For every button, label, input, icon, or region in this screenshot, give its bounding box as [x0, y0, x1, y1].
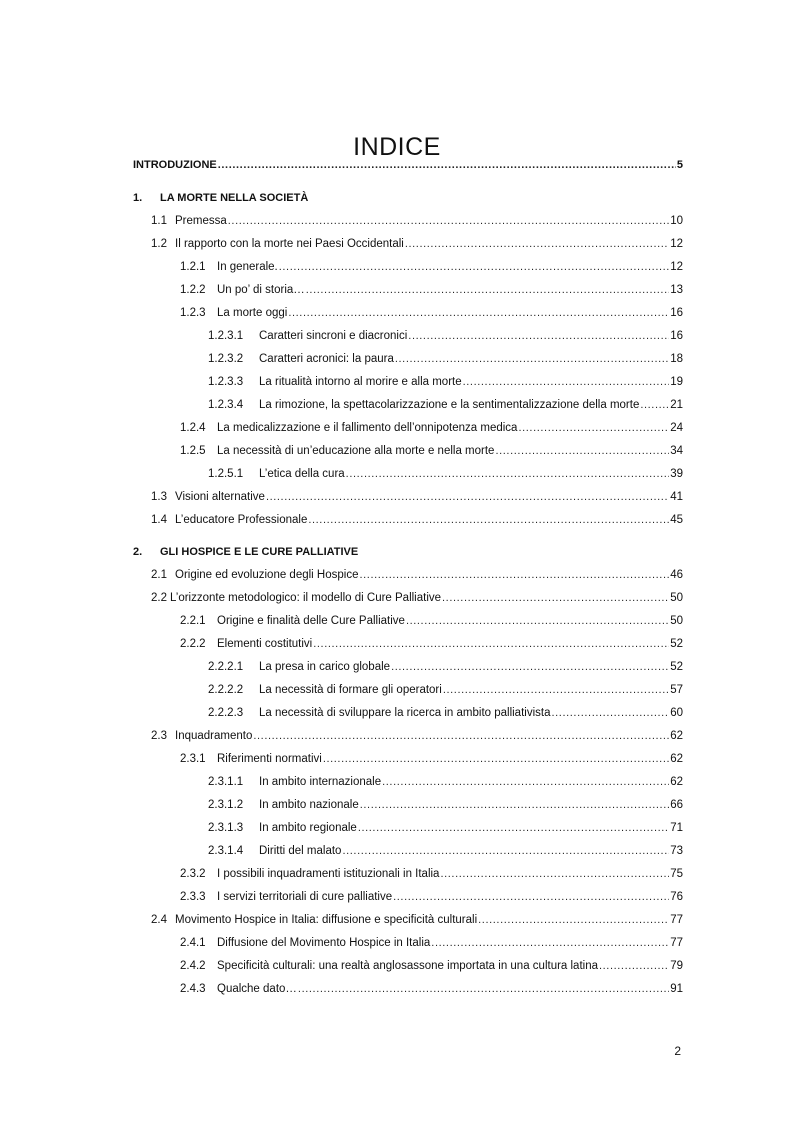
toc-entry-number: 1.3: [151, 491, 167, 503]
dot-leader: [551, 706, 669, 720]
toc-entry-number: 2.4.3: [180, 983, 206, 995]
toc-entry-number: 1.2.3.2: [208, 353, 244, 365]
toc-entry-number: 1.2.4: [180, 422, 206, 434]
toc-entry-number: 2.3: [151, 730, 167, 742]
toc-entry-label: L’etica della cura: [259, 468, 345, 480]
toc-entry-number: 1.2.1: [180, 261, 206, 273]
toc-entry-label: In generale.: [217, 261, 278, 273]
page-number: 2: [674, 1044, 681, 1058]
toc-entry-number: 2.4: [151, 914, 167, 926]
toc-entry-number: 2.3.2: [180, 868, 206, 880]
toc-entry-page: 75: [670, 868, 683, 880]
toc-entry-page: 79: [670, 960, 683, 972]
dot-leader: [346, 467, 670, 481]
dot-leader: [640, 398, 669, 412]
toc-entry-page: 16: [670, 307, 683, 319]
toc-entry-number: 1.2.3.3: [208, 376, 244, 388]
dot-leader: [495, 444, 669, 458]
dot-leader: [599, 959, 669, 973]
toc-entry-page: 46: [670, 569, 683, 581]
toc-entry-label: La morte oggi: [217, 307, 288, 319]
toc-entry-number: 2.2.2.2: [208, 684, 244, 696]
toc-entry-label: Un po’ di storia…: [217, 284, 305, 296]
toc-entry-page: 76: [670, 891, 683, 903]
toc-entry-label: La medicalizzazione e il fallimento dell’onnipotenza medica: [217, 422, 518, 434]
toc-entry-page: 62: [670, 776, 683, 788]
toc-entry-page: 41: [670, 491, 683, 503]
toc-entry-number: 2.3.1.2: [208, 799, 244, 811]
toc-entry-page: 24: [670, 422, 683, 434]
toc-entry-number: 1.4: [151, 514, 167, 526]
toc-entry[interactable]: [133, 461, 683, 481]
toc-entry[interactable]: [133, 438, 683, 458]
toc-entry-label: Visioni alternative: [175, 491, 265, 503]
toc-entry[interactable]: [133, 976, 683, 996]
toc-entry-page: 13: [670, 284, 683, 296]
toc-entry-page: 18: [670, 353, 683, 365]
dot-leader: [405, 237, 669, 251]
toc-entry-number: 2.2.2.3: [208, 707, 244, 719]
toc-entry[interactable]: [133, 507, 683, 527]
toc-entry-label: In ambito nazionale: [259, 799, 359, 811]
dot-leader: [298, 982, 669, 996]
toc-entry-page: 71: [670, 822, 683, 834]
toc-entry[interactable]: [133, 277, 683, 297]
toc-entry-label: Origine e finalità delle Cure Palliative: [217, 615, 405, 627]
toc-entry-label: Elementi costitutivi: [217, 638, 313, 650]
toc-entry-label: Riferimenti normativi: [217, 753, 322, 765]
toc-entry[interactable]: [133, 792, 683, 812]
dot-leader: [279, 260, 669, 274]
dot-leader: [323, 752, 669, 766]
toc-entry-number: 2.2.2: [180, 638, 206, 650]
toc-entry-label: Diritti del malato: [259, 845, 342, 857]
toc-entry-label: In ambito internazionale: [259, 776, 382, 788]
dot-leader: [253, 729, 669, 743]
toc-entry[interactable]: [133, 769, 683, 789]
dot-leader: [395, 352, 669, 366]
toc-entry-number: 2.3.1.1: [208, 776, 244, 788]
toc-entry-page: 10: [670, 215, 683, 227]
toc-entry-page: 62: [670, 730, 683, 742]
toc-entry[interactable]: [133, 369, 683, 389]
toc-chapter-1[interactable]: [133, 185, 683, 205]
toc-entry[interactable]: [133, 953, 683, 973]
toc-entry-number: 2.2.1: [180, 615, 206, 627]
toc-entry[interactable]: [133, 907, 683, 927]
toc-entry-number: 1.2.3.1: [208, 330, 244, 342]
dot-leader: [218, 158, 676, 172]
toc-entry-number: 1.1: [151, 215, 167, 227]
toc-entry[interactable]: [133, 585, 683, 605]
toc-entry[interactable]: [133, 700, 683, 720]
toc-entry-label: Qualche dato…: [217, 983, 297, 995]
toc-entry-page: 52: [670, 661, 683, 673]
toc-entry-number: 2.3.1.4: [208, 845, 244, 857]
toc-entry[interactable]: [133, 608, 683, 628]
dot-leader: [306, 283, 669, 297]
toc-entry-label: L’educatore Professionale: [175, 514, 308, 526]
toc-entry-label: INTRODUZIONE: [133, 159, 217, 171]
dot-leader: [266, 490, 669, 504]
toc-entry-label: I servizi territoriali di cure palliative: [217, 891, 393, 903]
toc-entry-page: 34: [670, 445, 683, 457]
toc-entry-number: 2.: [133, 546, 143, 558]
dot-leader: [393, 890, 669, 904]
toc-entry-label: La presa in carico globale: [259, 661, 391, 673]
toc-entry-page: 21: [670, 399, 683, 411]
dot-leader: [443, 683, 669, 697]
dot-leader: [440, 867, 669, 881]
dot-leader: [313, 637, 669, 651]
toc-entry[interactable]: [133, 861, 683, 881]
toc-entry[interactable]: [133, 631, 683, 651]
toc-entry-page: 50: [670, 615, 683, 627]
toc-entry-label: La necessità di sviluppare la ricerca in ambito palliativista: [259, 707, 551, 719]
toc-entry-page: 19: [670, 376, 683, 388]
toc-entry-number: 2.4.2: [180, 960, 206, 972]
toc-entry-page: 60: [670, 707, 683, 719]
toc-entry-label: GLI HOSPICE E LE CURE PALLIATIVE: [160, 546, 359, 558]
toc-entry-page: 91: [670, 983, 683, 995]
toc-entry-number: 2.3.3: [180, 891, 206, 903]
dot-leader: [228, 214, 669, 228]
toc-entry-page: 45: [670, 514, 683, 526]
toc-entry[interactable]: [133, 677, 683, 697]
dot-leader: [359, 568, 669, 582]
dot-leader: [360, 798, 669, 812]
dot-leader: [308, 513, 669, 527]
toc-entry-label: Movimento Hospice in Italia: diffusione e specificità culturali: [175, 914, 478, 926]
toc-entry-label: Premessa: [175, 215, 227, 227]
dot-leader: [478, 913, 669, 927]
toc-entry-page: 66: [670, 799, 683, 811]
toc-entry[interactable]: [133, 723, 683, 743]
dot-leader: [382, 775, 669, 789]
toc-entry[interactable]: [133, 392, 683, 412]
toc-entry-label: Diffusione del Movimento Hospice in Italia: [217, 937, 431, 949]
dot-leader: [442, 591, 669, 605]
toc-entry-page: 77: [670, 937, 683, 949]
toc-chapter-2[interactable]: [133, 539, 683, 559]
toc-entry-page: 52: [670, 638, 683, 650]
toc-entry-page: 62: [670, 753, 683, 765]
dot-leader: [288, 306, 669, 320]
dot-leader: [358, 821, 669, 835]
toc-entry-label: Origine ed evoluzione degli Hospice: [175, 569, 359, 581]
toc-entry-label: Caratteri acronici: la paura: [259, 353, 394, 365]
toc-entry-introduzione[interactable]: [133, 152, 683, 172]
dot-leader: [431, 936, 669, 950]
toc-entry-label: La necessità di un’educazione alla morte e nella morte: [217, 445, 495, 457]
toc-entry-page: 50: [670, 592, 683, 604]
toc-entry-number: 1.2: [151, 238, 167, 250]
toc-entry-number: 2.2: [151, 592, 167, 604]
toc-entry[interactable]: [133, 562, 683, 582]
toc-entry-label: I possibili inquadramenti istituzionali in Italia: [217, 868, 440, 880]
toc-entry-page: 12: [670, 261, 683, 273]
toc-entry-label: La rimozione, la spettacolarizzazione e la sentimentalizzazione della morte: [259, 399, 640, 411]
toc-entry-label: La necessità di formare gli operatori: [259, 684, 442, 696]
toc-entry-label: L’orizzonte metodologico: il modello di Cure Palliative: [170, 592, 442, 604]
toc-entry[interactable]: [133, 930, 683, 950]
dot-leader: [408, 329, 669, 343]
toc-entry-label: Specificità culturali: una realtà anglosassone importata in una cultura latina: [217, 960, 598, 972]
toc-entry[interactable]: [133, 346, 683, 366]
toc-entry-number: 1.2.5: [180, 445, 206, 457]
dot-leader: [463, 375, 670, 389]
toc-entry-number: 2.2.2.1: [208, 661, 244, 673]
toc-entry[interactable]: [133, 654, 683, 674]
toc-entry[interactable]: [133, 254, 683, 274]
page-title: INDICE: [353, 132, 441, 161]
toc-entry-number: 1.2.5.1: [208, 468, 244, 480]
dot-leader: [406, 614, 669, 628]
dot-leader: [391, 660, 669, 674]
toc-entry-number: 2.4.1: [180, 937, 206, 949]
toc-entry-page: 5: [676, 159, 683, 171]
toc-entry-label: Caratteri sincroni e diacronici: [259, 330, 408, 342]
dot-leader: [342, 844, 669, 858]
toc-entry-label: La ritualità intorno al morire e alla morte: [259, 376, 462, 388]
toc-entry[interactable]: [133, 300, 683, 320]
toc-entry-number: 2.3.1.3: [208, 822, 244, 834]
toc-entry-number: 2.3.1: [180, 753, 206, 765]
toc-entry-label: LA MORTE NELLA SOCIETÀ: [160, 192, 309, 204]
toc-entry-number: 1.: [133, 192, 143, 204]
toc-entry-label: In ambito regionale: [259, 822, 357, 834]
toc-entry-number: 1.2.3: [180, 307, 206, 319]
toc-entry-number: 2.1: [151, 569, 167, 581]
toc-entry-page: 73: [670, 845, 683, 857]
toc-entry[interactable]: [133, 484, 683, 504]
toc-entry-page: 57: [670, 684, 683, 696]
toc-entry-number: 1.2.2: [180, 284, 206, 296]
toc-entry[interactable]: [133, 323, 683, 343]
toc-entry[interactable]: [133, 838, 683, 858]
toc-entry-page: 77: [670, 914, 683, 926]
toc-entry-page: 16: [670, 330, 683, 342]
toc-entry[interactable]: [133, 884, 683, 904]
toc-entry-page: 39: [670, 468, 683, 480]
toc-entry-label: Il rapporto con la morte nei Paesi Occidentali: [175, 238, 404, 250]
toc-entry[interactable]: [133, 815, 683, 835]
toc-entry-number: 1.2.3.4: [208, 399, 244, 411]
dot-leader: [518, 421, 669, 435]
toc-entry-label: Inquadramento: [175, 730, 253, 742]
toc-entry[interactable]: [133, 231, 683, 251]
toc-entry[interactable]: [133, 746, 683, 766]
toc-entry[interactable]: [133, 208, 683, 228]
toc-entry[interactable]: [133, 415, 683, 435]
toc-entry-page: 12: [670, 238, 683, 250]
